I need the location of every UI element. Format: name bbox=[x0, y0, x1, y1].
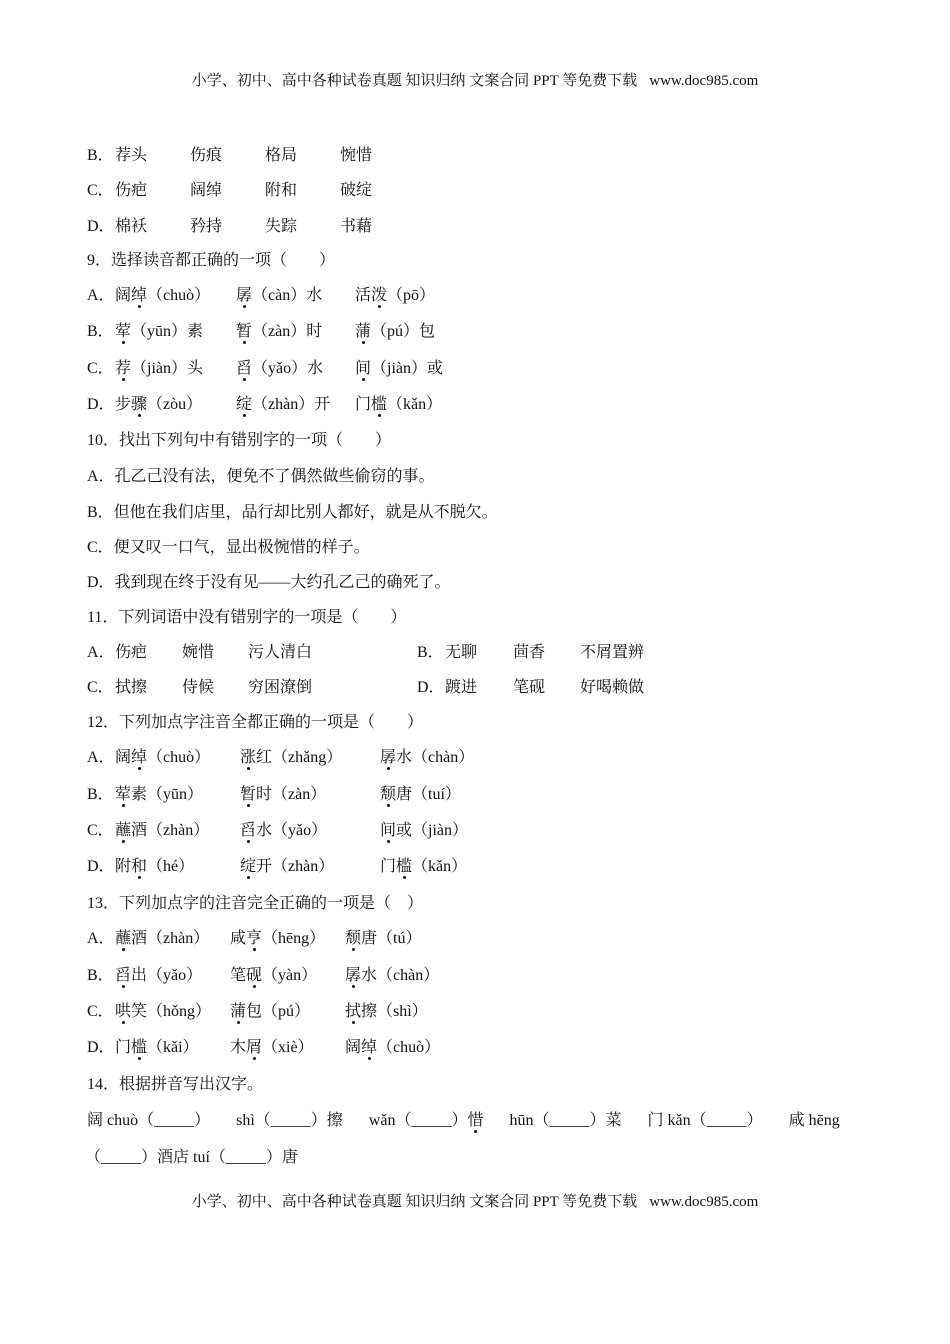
option-text: 茴香 bbox=[513, 644, 546, 661]
option-text: 阔绰（chuò） bbox=[115, 749, 211, 766]
option-label: C． bbox=[87, 182, 114, 199]
emphasis-dot bbox=[362, 341, 365, 344]
option-text: 附和 bbox=[265, 182, 298, 199]
option-label: D． bbox=[87, 218, 115, 235]
emphasis-dot bbox=[362, 378, 365, 381]
footer-text: 小学、初中、高中各种试卷真题 知识归纳 文案合同 PPT 等免费下载 bbox=[191, 1194, 638, 1210]
option-text: 绽（zhàn）开 bbox=[236, 396, 331, 413]
emphasis-dot bbox=[387, 840, 390, 843]
option-text: 破绽 bbox=[340, 182, 373, 199]
option-label: C． bbox=[87, 360, 114, 377]
option-text: 格局 bbox=[265, 147, 298, 164]
emphasis-dot bbox=[352, 948, 355, 951]
header-url: www.doc985.com bbox=[649, 73, 759, 89]
option-text: 污人清白 bbox=[248, 644, 313, 661]
emphasis-dot bbox=[243, 378, 246, 381]
option-text: 间或（jiàn） bbox=[380, 822, 468, 839]
option-text: 颓唐（tú） bbox=[345, 930, 422, 947]
option-text: 阔 chuò（_____） bbox=[87, 1112, 211, 1129]
option-text: 舀（yǎo）水 bbox=[236, 360, 324, 377]
option-text: 拭擦 bbox=[115, 679, 148, 696]
option-text: D．我到现在终于没有见——大约孔乙己的确死了。 bbox=[87, 574, 451, 591]
emphasis-dot bbox=[138, 767, 141, 770]
emphasis-dot bbox=[138, 1057, 141, 1060]
emphasis-dot bbox=[243, 341, 246, 344]
option-text: 活泼（pō） bbox=[355, 287, 436, 304]
emphasis-dot bbox=[368, 1057, 371, 1060]
emphasis-dot bbox=[122, 378, 125, 381]
emphasis-dot bbox=[237, 1021, 240, 1024]
emphasis-dot bbox=[352, 985, 355, 988]
option-text: 绽开（zhàn） bbox=[240, 858, 335, 875]
page-header bbox=[0, 69, 950, 90]
option-text: 附和（hé） bbox=[115, 858, 195, 875]
option-text: C．便又叹一口气，显出极惋惜的样子。 bbox=[87, 539, 370, 556]
emphasis-dot bbox=[253, 948, 256, 951]
emphasis-dot bbox=[122, 1021, 125, 1024]
emphasis-dot bbox=[122, 840, 125, 843]
option-text: 阔绰 bbox=[190, 182, 223, 199]
option-text: wǎn（_____）惜 bbox=[368, 1112, 484, 1129]
option-text: 阔绰（chuò） bbox=[115, 287, 211, 304]
emphasis-dot bbox=[243, 414, 246, 417]
option-text: 木屑（xiè） bbox=[230, 1039, 314, 1056]
option-text: 10．找出下列句中有错别字的一项（ ） bbox=[87, 432, 392, 449]
option-text: （_____）酒店 tuí（_____）唐 bbox=[85, 1149, 298, 1166]
option-text: 暂（zàn）时 bbox=[236, 323, 323, 340]
emphasis-dot bbox=[247, 804, 250, 807]
option-text: 穷困潦倒 bbox=[248, 679, 313, 696]
option-text: 11．下列词语中没有错别字的一项是（ ） bbox=[87, 609, 407, 626]
option-text: 好喝赖做 bbox=[580, 679, 645, 696]
emphasis-dot bbox=[378, 414, 381, 417]
option-label: D． bbox=[417, 679, 445, 696]
option-label: B． bbox=[87, 786, 114, 803]
option-text: 孱（càn）水 bbox=[236, 287, 323, 304]
option-text: 门槛（kǎn） bbox=[355, 396, 443, 413]
emphasis-dot bbox=[387, 804, 390, 807]
option-text: 颓唐（tuí） bbox=[380, 786, 461, 803]
option-text: 暂时（zàn） bbox=[240, 786, 327, 803]
option-text: A．孔乙己没有法，便免不了偶然做些偷窃的事。 bbox=[87, 468, 435, 485]
option-text: 无聊 bbox=[445, 644, 478, 661]
emphasis-dot bbox=[138, 414, 141, 417]
option-label: A． bbox=[87, 644, 115, 661]
option-text: 拭擦（shì） bbox=[345, 1003, 428, 1020]
option-text: hūn（_____）菜 bbox=[509, 1112, 622, 1129]
option-text: 蘸酒（zhàn） bbox=[115, 930, 210, 947]
option-text: 侍候 bbox=[182, 679, 215, 696]
option-label: C． bbox=[87, 822, 114, 839]
option-text: 孱水（chàn） bbox=[380, 749, 475, 766]
emphasis-dot bbox=[474, 1130, 477, 1133]
option-text: 门 kǎn（_____） bbox=[647, 1112, 763, 1129]
option-row bbox=[87, 1110, 866, 1132]
option-row bbox=[85, 1147, 324, 1169]
emphasis-dot bbox=[247, 767, 250, 770]
option-text: 笔砚（yàn） bbox=[230, 967, 318, 984]
emphasis-dot bbox=[403, 876, 406, 879]
option-text: 荐头 bbox=[115, 147, 148, 164]
option-label: A． bbox=[87, 287, 115, 304]
emphasis-dot bbox=[243, 305, 246, 308]
header-text: 小学、初中、高中各种试卷真题 知识归纳 文案合同 PPT 等免费下载 bbox=[191, 73, 638, 89]
emphasis-dot bbox=[352, 1021, 355, 1024]
option-text: 孱水（chàn） bbox=[345, 967, 440, 984]
option-label: B． bbox=[87, 967, 114, 984]
option-text: 伤疤 bbox=[115, 182, 148, 199]
emphasis-dot bbox=[122, 948, 125, 951]
option-label: D． bbox=[87, 1039, 115, 1056]
option-text: 13．下列加点字的注音完全正确的一项是（ ） bbox=[87, 895, 424, 912]
option-text: 矜持 bbox=[190, 218, 223, 235]
option-text: 涨红（zhǎng） bbox=[240, 749, 343, 766]
option-text: 门槛（kǎi） bbox=[115, 1039, 199, 1056]
option-text: 蘸酒（zhàn） bbox=[115, 822, 210, 839]
option-label: A． bbox=[87, 930, 115, 947]
option-text: 阔绰（chuò） bbox=[345, 1039, 441, 1056]
option-text: 咸亨（hēng） bbox=[230, 930, 326, 947]
option-text: 不屑置辨 bbox=[580, 644, 645, 661]
emphasis-dot bbox=[122, 985, 125, 988]
option-text: 14．根据拼音写出汉字。 bbox=[87, 1076, 264, 1093]
option-text: 荐（jiàn）头 bbox=[115, 360, 203, 377]
option-text: 伤疤 bbox=[115, 644, 148, 661]
option-text: 失踪 bbox=[265, 218, 298, 235]
option-text: 蒲（pú）包 bbox=[355, 323, 436, 340]
option-label: C． bbox=[87, 1003, 114, 1020]
option-text: 间（jiàn）或 bbox=[355, 360, 443, 377]
emphasis-dot bbox=[387, 767, 390, 770]
emphasis-dot bbox=[138, 876, 141, 879]
option-label: C． bbox=[87, 679, 114, 696]
option-text: 惋惜 bbox=[340, 147, 373, 164]
emphasis-dot bbox=[138, 305, 141, 308]
option-label: B． bbox=[417, 644, 444, 661]
option-label: A． bbox=[87, 749, 115, 766]
footer-url: www.doc985.com bbox=[649, 1194, 759, 1210]
emphasis-dot bbox=[247, 876, 250, 879]
page-footer bbox=[0, 1190, 950, 1211]
option-text: 棉袄 bbox=[115, 218, 148, 235]
option-text: 笔砚 bbox=[513, 679, 546, 696]
option-text: shì（_____）擦 bbox=[236, 1112, 343, 1129]
option-label: D． bbox=[87, 858, 115, 875]
option-text: 荤素（yūn） bbox=[115, 786, 204, 803]
emphasis-dot bbox=[378, 305, 381, 308]
option-text: 荤（yūn）素 bbox=[115, 323, 204, 340]
option-label: B． bbox=[87, 323, 114, 340]
option-text: 步骤（zòu） bbox=[115, 396, 203, 413]
option-text: 伤痕 bbox=[190, 147, 223, 164]
emphasis-dot bbox=[253, 1057, 256, 1060]
option-label: B． bbox=[87, 147, 114, 164]
option-text: 咸 hēng bbox=[788, 1112, 840, 1129]
option-text: B．但他在我们店里，品行却比别人都好，就是从不脱欠。 bbox=[87, 504, 498, 521]
option-text: 9．选择读音都正确的一项（ ） bbox=[87, 252, 336, 269]
option-text: 踱进 bbox=[445, 679, 478, 696]
emphasis-dot bbox=[247, 840, 250, 843]
option-text: 12．下列加点字注音全都正确的一项是（ ） bbox=[87, 714, 424, 731]
option-text: 门槛（kǎn） bbox=[380, 858, 468, 875]
emphasis-dot bbox=[122, 341, 125, 344]
option-text: 婉惜 bbox=[182, 644, 215, 661]
option-text: 蒲包（pú） bbox=[230, 1003, 311, 1020]
option-text: 书藉 bbox=[340, 218, 373, 235]
option-text: 舀水（yǎo） bbox=[240, 822, 328, 839]
option-text: 舀出（yǎo） bbox=[115, 967, 203, 984]
option-label: D． bbox=[87, 396, 115, 413]
emphasis-dot bbox=[122, 804, 125, 807]
option-text: 哄笑（hǒng） bbox=[115, 1003, 212, 1020]
emphasis-dot bbox=[253, 985, 256, 988]
